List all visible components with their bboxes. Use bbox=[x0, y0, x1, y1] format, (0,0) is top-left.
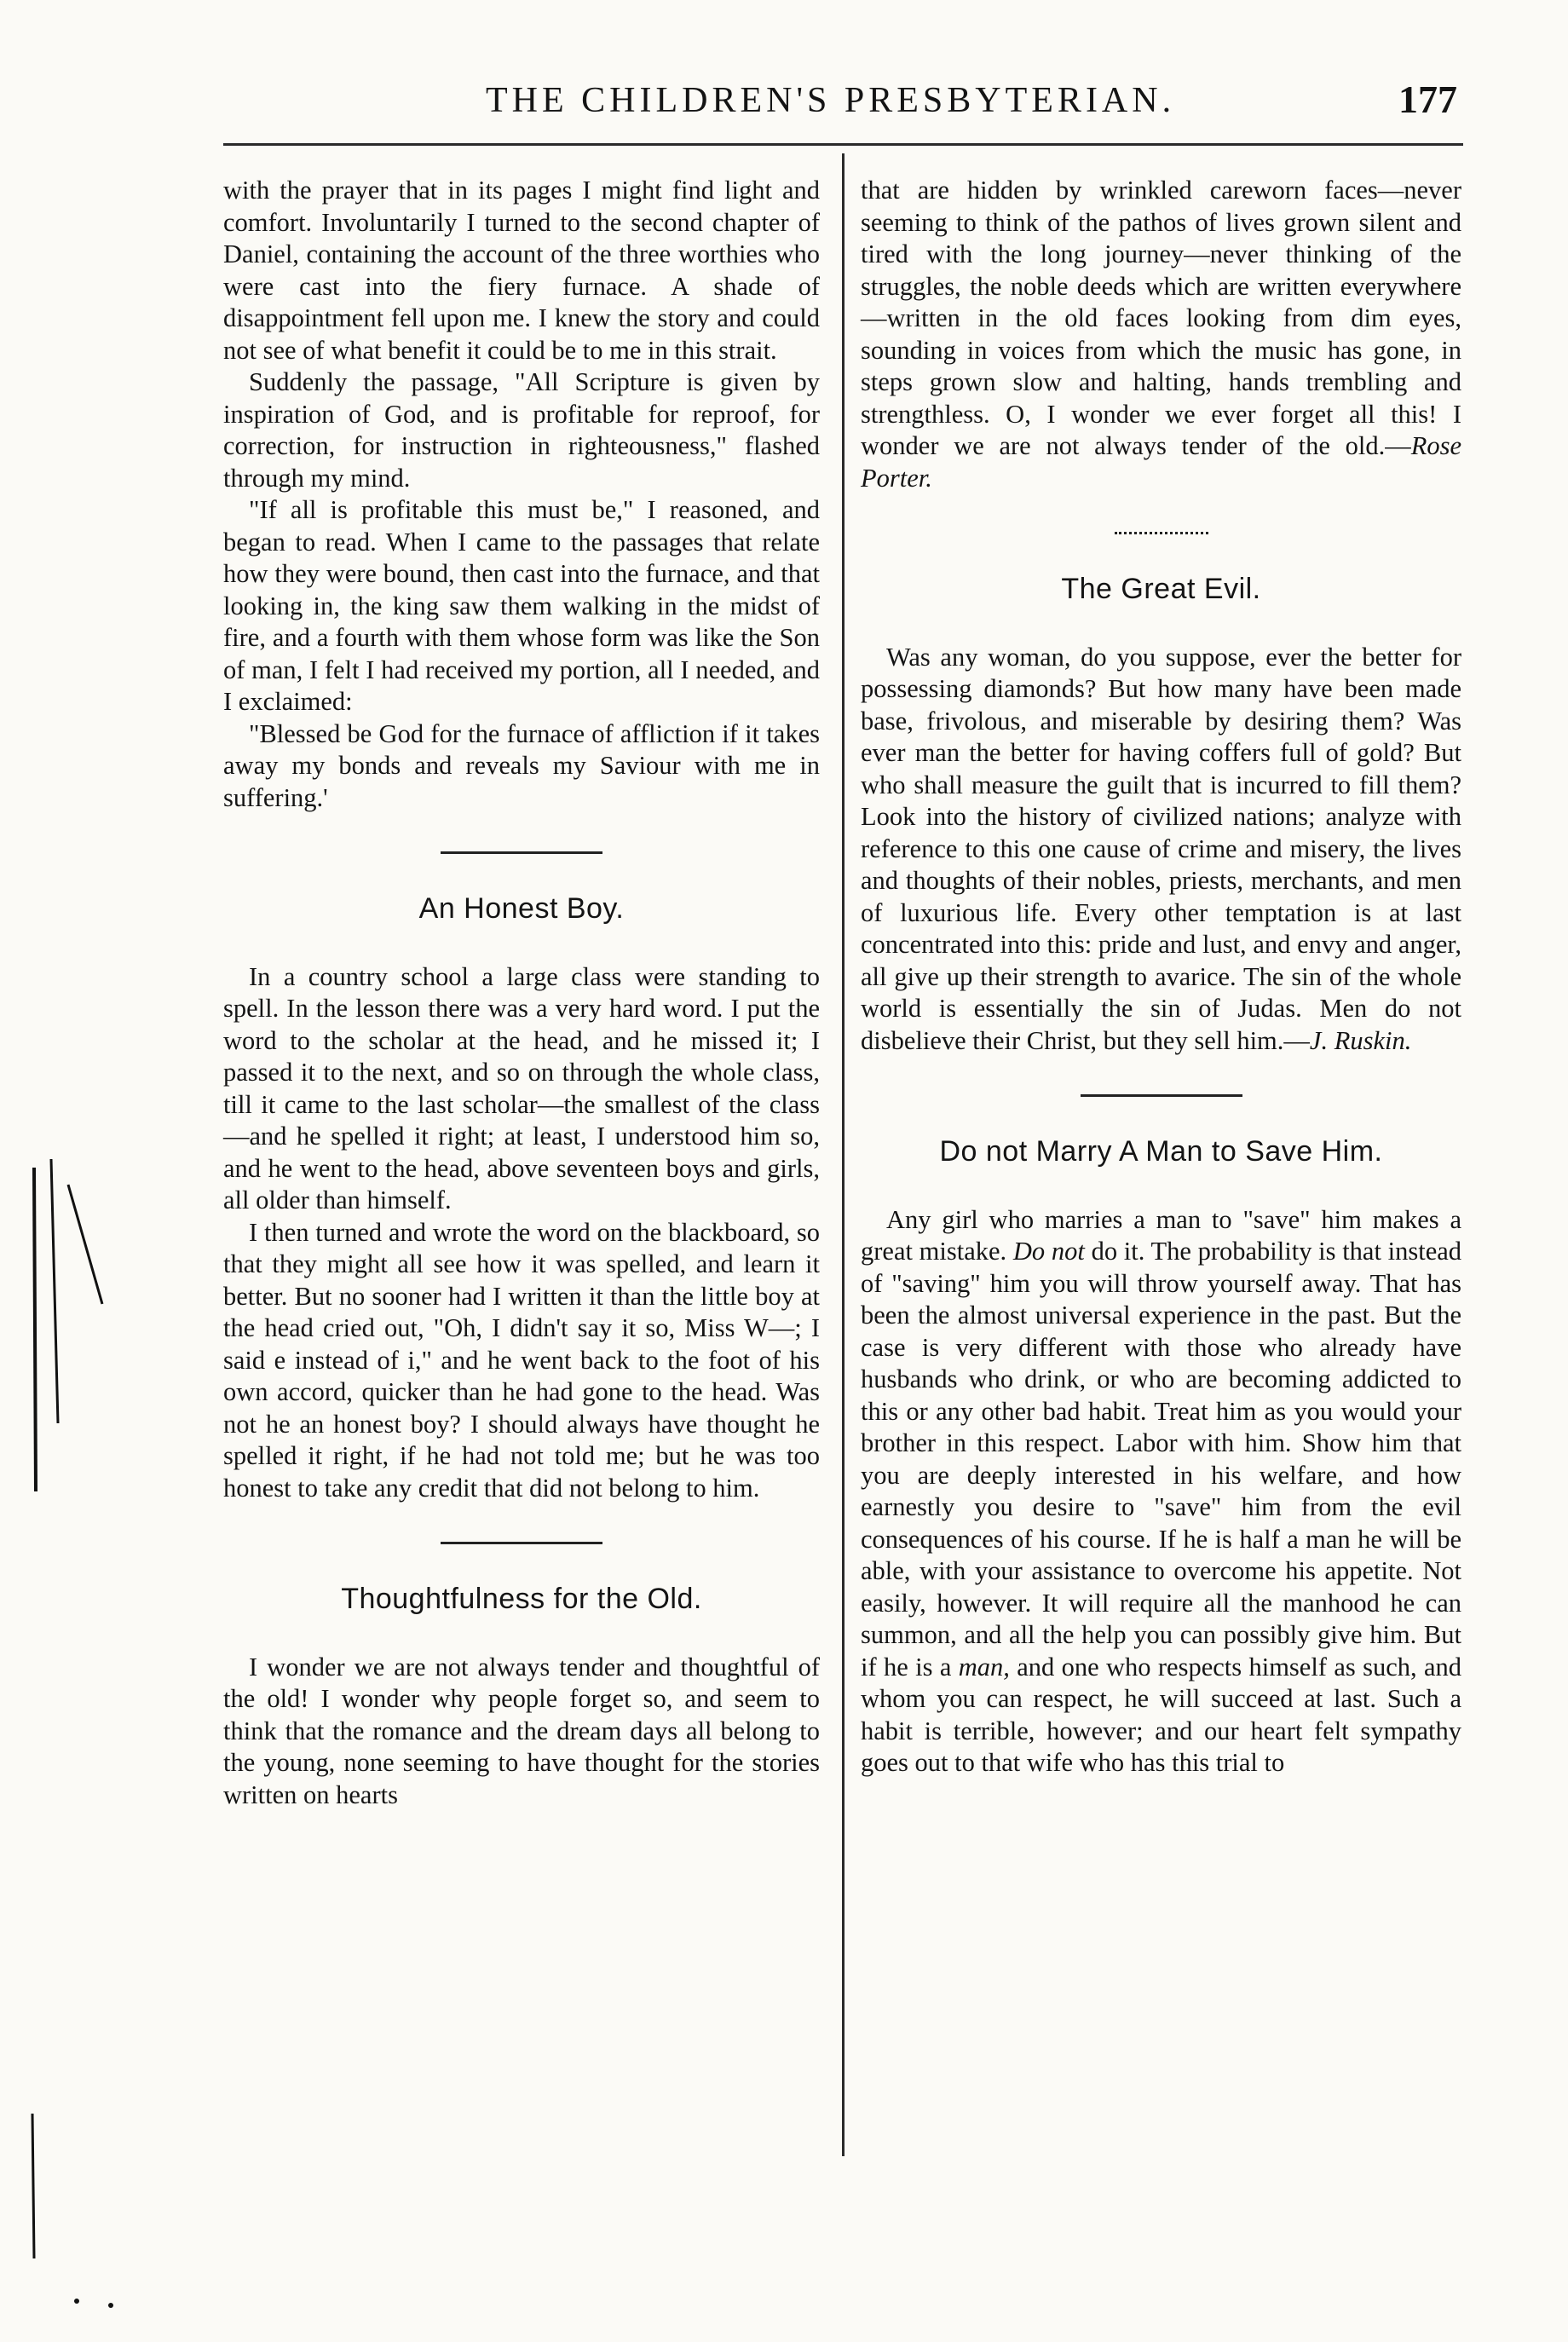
paragraph bbox=[861, 642, 1461, 1058]
paragraph: I then turned and wrote the word on the blackboard, so that they might all see how it was spelled, and learn it better. But no sooner had I written it than the little boy at the head cried out, "Oh, I didn't say it so, Miss W—; I said e instead of i," and he went back to the foot of his own accord, quicker than he had gone to the head. Was not he an honest boy? I should always have thought he spelled it right, if he had not told me; but he was too honest to take any credit that did not belong to him. bbox=[223, 1217, 820, 1503]
emphasis: man, bbox=[958, 1652, 1010, 1682]
paragraph: I wonder we are not always tender and thoughtful of the old! I wonder why people forget so, and seem to think that the romance and the dream days all belong to the young, none seeming to have thought for the stories written on hearts bbox=[223, 1652, 820, 1809]
attribution: Rose Porter. bbox=[861, 431, 1461, 493]
header-rule bbox=[223, 143, 1463, 146]
paragraph: In a country school a large class were standing to spell. In the lesson there was a very hard word. I put the word to the scholar at the head, and he missed it; I passed it to the next, and so on through the whole class, till it came to the last scholar—the smallest of the class—and he spelled it right; at least, I understood him so, and he went to the head, above seventeen boys and girls, all older than himself. bbox=[223, 961, 820, 1214]
paragraph-text: that are hidden by wrinkled careworn faces—never seeming to think of the pathos of lives grown silent and tired with the long journey—never thinking of the struggles, the noble deeds which are written everywhere—written in the old faces looking from dim eyes, sounding in voices from which the music has gone, in steps grown slow and halting, hands trembling and strengthless. O, I wonder we ever forget all this! I wonder we are not always tender of the old.— bbox=[861, 176, 1461, 460]
paragraph-text: do it. The probability is that instead of "saving" him you will throw yourself away. That has been the almost universal experience in the past. But the case is very different with those who already have husbands who drink, or who are becoming addicted to this or any other bad habit. Treat him as you would your brother in this respect. Labor with him. Show him that you are deeply interested in his welfare, and how earnestly you desire to "save" him from the evil consequences of his course. If he is half a man he will be able, with your assistance to overcome his appetite. Not easily, however. It will require all the manhood he can summon, and all the help you can possibly give him. But if he is a bbox=[861, 1237, 1462, 1682]
paragraph: "If all is profitable this must be," I reasoned, and began to read. When I came to the passages that relate how they were bound, then cast into the furnace, and that looking in, the king saw them walking in the midst of fire, and a fourth with them whose form was like the Son of man, I felt I had received my portion, all I needed, and I exclaimed: bbox=[223, 495, 820, 716]
scan-margin-marks bbox=[17, 1134, 119, 2327]
page-header bbox=[230, 73, 1457, 133]
attribution: J. Ruskin. bbox=[1309, 1025, 1412, 1055]
article-title-do-not-marry: Do not Marry A Man to Save Him. bbox=[939, 1135, 1383, 1168]
right-column bbox=[861, 175, 1461, 1780]
paragraph bbox=[861, 1204, 1461, 1780]
article-title-thoughtfulness: Thoughtfulness for the Old. bbox=[341, 1583, 702, 1615]
section-divider bbox=[1115, 532, 1208, 534]
section-divider bbox=[1081, 1094, 1242, 1097]
running-title: THE CHILDREN'S PRESBYTERIAN. bbox=[486, 81, 1176, 120]
emphasis: Do not bbox=[1012, 1237, 1085, 1266]
paragraph: with the prayer that in its pages I might find light and comfort. Involuntarily I turned to the second chapter of Daniel, containing the account of the three worthies who were cast into the fiery furnace. A shade of disappointment fell upon me. I knew the story and could not see of what benefit it could be to me in this strait. bbox=[223, 176, 820, 365]
paragraph: Suddenly the passage, "All Scripture is given by inspiration of God, and is profitable for reproof, for correction, for instruction in righteousness," flashed through my mind. bbox=[223, 367, 820, 493]
section-divider bbox=[441, 1542, 602, 1544]
column-divider bbox=[842, 153, 845, 2156]
page-number: 177 bbox=[1398, 78, 1457, 121]
paragraph-text: and one who respects himself as such, and whom you can respect, he will succeed at last. Such a habit is terrible, however; and our heart felt sympathy goes out to that wife who has this trial to bbox=[861, 1652, 1461, 1777]
paragraph: "Blessed be God for the furnace of affliction if it takes away my bonds and reveals my Saviour with me in suffering.' bbox=[223, 718, 820, 812]
article-title-great-evil: The Great Evil. bbox=[1061, 573, 1261, 605]
paragraph-text: Any girl who marries a man to "save" him makes a great mistake. bbox=[861, 1204, 1461, 1266]
section-divider bbox=[441, 851, 602, 854]
left-column bbox=[223, 175, 820, 1811]
paragraph-text: Was any woman, do you suppose, ever the better for possessing diamonds? But how many have been made base, frivolous, and miserable by desiring them? Was ever man the better for having coffers full of gold? But who shall measure the guilt that is incurred to fill them? Look into the history of civilized nations; analyze with reference to this one cause of crime and misery, the lives and thoughts of their nobles, priests, merchants, and men of luxurious life. Every other temptation is at last concentrated into this: pride and lust, and envy and anger, all give up their strength to avarice. The sin of the whole world is essentially the sin of Judas. Men do not disbelieve their Christ, but they sell him.— bbox=[861, 642, 1461, 1055]
article-title-honest-boy: An Honest Boy. bbox=[418, 892, 625, 925]
paragraph bbox=[861, 175, 1461, 494]
